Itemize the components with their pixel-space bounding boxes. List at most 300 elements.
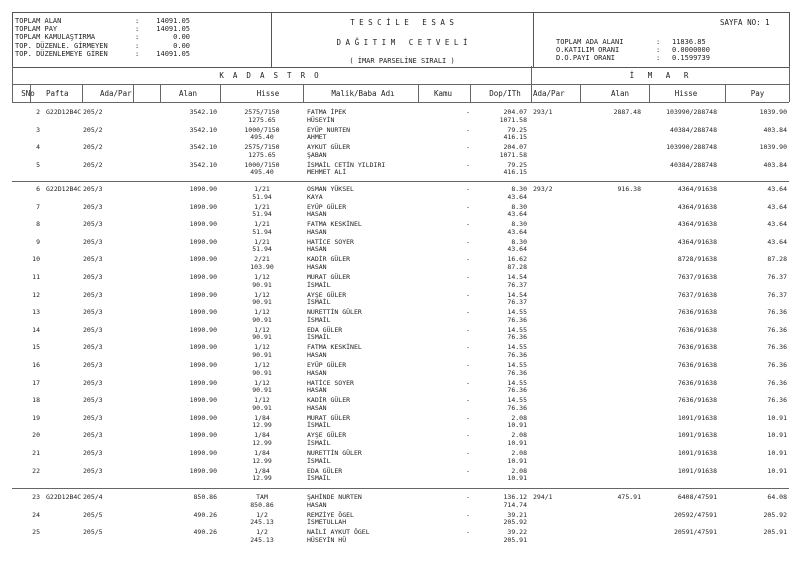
cell-dop: 2.08 bbox=[511, 413, 527, 422]
cell-hisse: 1/84 bbox=[254, 413, 270, 422]
cell-baba-adi: HASAN bbox=[307, 262, 327, 271]
cell-sno: 10 bbox=[32, 255, 40, 264]
cell-kamu: - bbox=[466, 143, 470, 152]
cell-malik: KADİR GÜLER bbox=[307, 255, 351, 264]
cell-baba-adi: İSMAİL bbox=[307, 280, 331, 289]
summary-colon: : bbox=[135, 33, 140, 42]
cell-malik: MURAT GÜLER bbox=[307, 273, 351, 281]
cell-baba-adi: İSMAİL bbox=[307, 421, 331, 430]
cell-imar-hisse: 40384/288748 bbox=[670, 125, 717, 134]
cell-imar-pay: 43.64 bbox=[767, 237, 787, 246]
cell-kamu: - bbox=[466, 528, 470, 537]
cell-hisse: TAM bbox=[256, 493, 268, 501]
cell-dop: 8.30 bbox=[511, 185, 527, 193]
cell-ada-par: 205/2 bbox=[83, 108, 103, 116]
section-divider bbox=[531, 66, 532, 84]
cell-ith: 43.64 bbox=[507, 227, 527, 236]
cell-sno: 2 bbox=[36, 108, 40, 116]
cell-dop: 14.55 bbox=[507, 378, 527, 387]
cell-hisse-area: 90.91 bbox=[252, 350, 272, 359]
cell-ada-par: 205/3 bbox=[83, 466, 103, 475]
cell-ada-par: 205/3 bbox=[83, 237, 103, 246]
cell-baba-adi: HASAN bbox=[307, 500, 327, 509]
column-divider bbox=[220, 84, 221, 102]
cell-alan: 1090.90 bbox=[189, 325, 217, 334]
cell-kamu: - bbox=[466, 510, 470, 519]
cell-imar-pay: 76.36 bbox=[767, 378, 787, 387]
cell-hisse: 1/2 bbox=[256, 528, 268, 537]
cell-alan: 1090.90 bbox=[189, 185, 217, 193]
cell-alan: 1090.90 bbox=[189, 378, 217, 387]
cell-baba-adi: HASAN bbox=[307, 245, 327, 254]
column-divider bbox=[160, 84, 161, 102]
summary-label: TOP. DÜZENLEMEYE GİREN bbox=[15, 49, 108, 58]
cell-ith: 43.64 bbox=[507, 245, 527, 254]
cell-imar-ada-par: 293/2 bbox=[533, 185, 553, 193]
cell-ada-par: 205/5 bbox=[83, 510, 103, 519]
cell-imar-hisse: 7636/91638 bbox=[677, 308, 717, 317]
cell-ada-par: 205/3 bbox=[83, 431, 103, 440]
summary-value: 14091.05 bbox=[156, 49, 190, 58]
cell-malik: EYÜP GÜLER bbox=[307, 361, 347, 369]
cell-ith: 10.91 bbox=[507, 438, 527, 447]
cell-alan: 1090.90 bbox=[189, 255, 217, 264]
cell-imar-hisse: 7637/91638 bbox=[677, 273, 717, 281]
cell-alan: 1090.90 bbox=[189, 466, 217, 475]
cell-hisse: 1/12 bbox=[254, 343, 270, 352]
cell-ith: 76.36 bbox=[507, 386, 527, 395]
cell-sno: 14 bbox=[32, 325, 40, 334]
cell-imar-ada-par: 294/1 bbox=[533, 493, 553, 501]
header-separator-top bbox=[12, 84, 789, 85]
cell-hisse: 1/12 bbox=[254, 396, 270, 405]
cell-dop: 2.08 bbox=[511, 466, 527, 475]
cell-hisse-area: 51.94 bbox=[252, 245, 272, 254]
cell-malik: EYÜP GÜLER bbox=[307, 202, 347, 211]
cell-baba-adi: İSMAİL bbox=[307, 298, 331, 307]
cell-imar-hisse: 20591/47591 bbox=[673, 528, 717, 537]
cell-imar-hisse: 103990/288748 bbox=[666, 143, 717, 152]
cell-hisse-area: 12.99 bbox=[252, 474, 272, 483]
cell-ith: 43.64 bbox=[507, 210, 527, 219]
cell-kamu: - bbox=[466, 396, 470, 405]
cell-imar-pay: 1039.90 bbox=[759, 108, 787, 116]
cell-ada-par: 205/3 bbox=[83, 255, 103, 264]
cell-dop: 14.55 bbox=[507, 325, 527, 334]
column-divider bbox=[725, 84, 726, 102]
cell-dop: 14.55 bbox=[507, 343, 527, 352]
summary-colon: : bbox=[135, 41, 140, 50]
cell-baba-adi: İSMAİL bbox=[307, 474, 331, 483]
cell-sno: 17 bbox=[32, 378, 40, 387]
cell-hisse: 1/12 bbox=[254, 273, 270, 281]
cell-dop: 8.30 bbox=[511, 202, 527, 211]
summary-colon: : bbox=[656, 38, 661, 46]
cell-imar-ada-par: 293/1 bbox=[533, 108, 553, 116]
cell-ith: 76.37 bbox=[507, 280, 527, 289]
cell-alan: 1090.90 bbox=[189, 361, 217, 369]
cell-hisse-area: 495.40 bbox=[250, 133, 274, 142]
cell-ada-par: 205/2 bbox=[83, 125, 103, 134]
summary-colon: : bbox=[135, 25, 140, 34]
cell-baba-adi: İSMAİL bbox=[307, 456, 331, 465]
cell-ada-par: 205/5 bbox=[83, 528, 103, 537]
cell-sno: 24 bbox=[32, 510, 40, 519]
cell-hisse-area: 90.91 bbox=[252, 280, 272, 289]
cell-dop: 14.55 bbox=[507, 361, 527, 369]
title-line-3: ( İMAR PARSELİNE SIRALI ) bbox=[349, 57, 455, 65]
cell-hisse: 1/21 bbox=[254, 202, 270, 211]
column-divider bbox=[649, 84, 650, 102]
cell-ada-par: 205/3 bbox=[83, 361, 103, 369]
cell-imar-hisse: 1091/91638 bbox=[677, 466, 717, 475]
cell-kamu: - bbox=[466, 378, 470, 387]
cell-alan: 1090.90 bbox=[189, 449, 217, 457]
cell-hisse-area: 51.94 bbox=[252, 192, 272, 201]
summary-value: 0.00 bbox=[173, 33, 190, 42]
cell-kamu: - bbox=[466, 431, 470, 440]
cell-kamu: - bbox=[466, 255, 470, 264]
cell-baba-adi: MEHMET ALİ bbox=[307, 168, 347, 177]
cell-alan: 3542.10 bbox=[189, 160, 217, 169]
column-divider bbox=[30, 84, 31, 102]
cell-kamu: - bbox=[466, 185, 470, 193]
cell-malik: EDA GÜLER bbox=[307, 325, 343, 334]
cell-baba-adi: KAYA bbox=[307, 192, 323, 201]
cell-sno: 21 bbox=[32, 449, 40, 457]
cell-malik: KADİR GÜLER bbox=[307, 396, 351, 405]
cell-kamu: - bbox=[466, 290, 470, 299]
cell-hisse: 1/12 bbox=[254, 308, 270, 317]
cell-alan: 1090.90 bbox=[189, 396, 217, 405]
cell-hisse: 1/12 bbox=[254, 325, 270, 334]
cell-malik: NAİLİ AYKUT ÖGEL bbox=[307, 528, 370, 537]
cell-imar-pay: 10.91 bbox=[767, 413, 787, 422]
section-imar: İ M A R bbox=[629, 71, 689, 80]
summary-label: O.KATILIM ORANI bbox=[556, 46, 620, 55]
cell-dop: 79.25 bbox=[507, 160, 527, 169]
cell-malik: AYKUT GÜLER bbox=[307, 143, 351, 152]
cell-malik: FATMA İPEK bbox=[307, 108, 347, 116]
cell-alan: 3542.10 bbox=[189, 108, 217, 116]
column-divider bbox=[418, 84, 419, 102]
cell-imar-hisse: 4364/91638 bbox=[677, 185, 717, 193]
cell-ada-par: 205/3 bbox=[83, 202, 103, 211]
cell-ith: 87.28 bbox=[507, 262, 527, 271]
cell-hisse-area: 90.91 bbox=[252, 386, 272, 395]
cell-hisse-area: 495.40 bbox=[250, 168, 274, 177]
cell-malik: NURETTİN GÜLER bbox=[307, 308, 362, 317]
cell-imar-alan: 916.38 bbox=[617, 185, 641, 193]
column-divider bbox=[303, 84, 304, 102]
cell-ith: 43.64 bbox=[507, 192, 527, 201]
cell-alan: 490.26 bbox=[193, 528, 217, 537]
summary-label: TOPLAM ADA ALANI bbox=[556, 38, 624, 46]
cell-sno: 23 bbox=[32, 493, 40, 501]
cell-sno: 13 bbox=[32, 308, 40, 317]
cell-sno: 18 bbox=[32, 396, 40, 405]
cell-ith: 76.36 bbox=[507, 315, 527, 324]
title-line-1: T E S C İ L E E S A S bbox=[350, 18, 454, 27]
cell-hisse-area: 12.99 bbox=[252, 421, 272, 430]
cell-ada-par: 205/3 bbox=[83, 378, 103, 387]
cell-sno: 25 bbox=[32, 528, 40, 537]
cell-hisse-area: 850.86 bbox=[250, 500, 274, 509]
cell-imar-pay: 64.08 bbox=[767, 493, 787, 501]
cell-ada-par: 205/3 bbox=[83, 290, 103, 299]
summary-value: 0.00 bbox=[173, 41, 190, 50]
cell-ada-par: 205/3 bbox=[83, 449, 103, 457]
cell-hisse: 2575/7150 bbox=[244, 108, 280, 116]
cell-ith: 76.37 bbox=[507, 298, 527, 307]
cell-baba-adi: HÜSEYİN HÜ bbox=[307, 535, 347, 544]
cell-dop: 79.25 bbox=[507, 125, 527, 134]
summary-value: 14091.05 bbox=[156, 25, 190, 34]
cell-hisse: 2575/7150 bbox=[244, 143, 280, 152]
cell-imar-pay: 76.37 bbox=[767, 273, 787, 281]
cell-hisse-area: 90.91 bbox=[252, 368, 272, 377]
cell-ada-par: 205/3 bbox=[83, 308, 103, 317]
cell-baba-adi: HASAN bbox=[307, 350, 327, 359]
cell-imar-alan: 2887.48 bbox=[613, 108, 641, 116]
cell-alan: 1090.90 bbox=[189, 308, 217, 317]
cell-malik: EDA GÜLER bbox=[307, 466, 343, 475]
cell-sno: 8 bbox=[36, 220, 40, 229]
column-divider bbox=[82, 84, 83, 102]
column-header-malik: Malik/Baba Adı bbox=[331, 89, 395, 98]
cell-dop: 2.08 bbox=[511, 449, 527, 457]
cell-imar-pay: 43.64 bbox=[767, 185, 787, 193]
cell-kamu: - bbox=[466, 273, 470, 281]
cell-malik: HATİCE SOYER bbox=[307, 237, 354, 246]
cell-imar-hisse: 4364/91638 bbox=[677, 202, 717, 211]
cell-sno: 20 bbox=[32, 431, 40, 440]
cell-imar-hisse: 1091/91638 bbox=[677, 431, 717, 440]
cell-ith: 205.91 bbox=[503, 535, 527, 544]
cell-ith: 416.15 bbox=[503, 133, 527, 142]
cell-dop: 8.30 bbox=[511, 237, 527, 246]
header-separator-bottom bbox=[12, 102, 789, 103]
cell-malik: HATİCE SOYER bbox=[307, 378, 354, 387]
cell-baba-adi: İSMAİL bbox=[307, 333, 331, 342]
cell-imar-pay: 87.28 bbox=[767, 255, 787, 264]
cell-imar-pay: 403.84 bbox=[763, 125, 787, 134]
cell-dop: 16.62 bbox=[507, 255, 527, 264]
cell-kamu: - bbox=[466, 413, 470, 422]
cell-hisse: 1/2 bbox=[256, 510, 268, 519]
cell-kamu: - bbox=[466, 308, 470, 317]
cell-ada-par: 205/3 bbox=[83, 220, 103, 229]
cell-malik: AYŞE GÜLER bbox=[307, 290, 347, 299]
cell-dop: 14.55 bbox=[507, 308, 527, 317]
cell-dop: 14.54 bbox=[507, 273, 527, 281]
page-number: SAYFA NO: 1 bbox=[720, 18, 770, 27]
cell-ith: 1071.58 bbox=[499, 150, 527, 159]
cell-sno: 4 bbox=[36, 143, 40, 152]
cell-hisse-area: 245.13 bbox=[250, 518, 274, 527]
cell-baba-adi: İSMAİL bbox=[307, 438, 331, 447]
cell-imar-hisse: 40384/288748 bbox=[670, 160, 717, 169]
cell-baba-adi: HASAN bbox=[307, 227, 327, 236]
column-header-dop: Dop/ITh bbox=[489, 89, 521, 98]
cell-malik: REMZİYE ÖGEL bbox=[307, 510, 354, 519]
cell-hisse: 1/21 bbox=[254, 185, 270, 193]
cell-kamu: - bbox=[466, 361, 470, 369]
cell-sno: 12 bbox=[32, 290, 40, 299]
cell-ada-par: 205/4 bbox=[83, 493, 103, 501]
cell-dop: 204.07 bbox=[503, 108, 527, 116]
cell-imar-pay: 10.91 bbox=[767, 449, 787, 457]
cell-imar-hisse: 7636/91638 bbox=[677, 343, 717, 352]
cell-hisse: 1/12 bbox=[254, 378, 270, 387]
cell-pafta: G22D12B4C bbox=[46, 185, 82, 193]
column-header-i-alan: Alan bbox=[610, 89, 630, 98]
column-divider bbox=[470, 84, 471, 102]
cell-imar-pay: 43.64 bbox=[767, 220, 787, 229]
cell-malik: AYŞE GÜLER bbox=[307, 431, 347, 440]
cell-baba-adi: HÜSEYİN bbox=[307, 115, 335, 124]
cell-sno: 9 bbox=[36, 237, 40, 246]
cell-baba-adi: İSMETULLAH bbox=[307, 518, 347, 527]
cell-hisse: 1/12 bbox=[254, 361, 270, 369]
cell-sno: 22 bbox=[32, 466, 40, 475]
cell-imar-hisse: 1091/91638 bbox=[677, 413, 717, 422]
cell-ith: 10.91 bbox=[507, 474, 527, 483]
column-header-kamu: Kamu bbox=[433, 89, 453, 98]
column-header-sno: SNo bbox=[21, 89, 35, 98]
cell-malik: FATMA KESKİNEL bbox=[307, 220, 362, 229]
cell-hisse: 1/21 bbox=[254, 237, 270, 246]
cell-hisse: 1000/7150 bbox=[244, 160, 280, 169]
cell-hisse: 2/21 bbox=[254, 255, 270, 264]
cell-imar-pay: 76.36 bbox=[767, 308, 787, 317]
column-header-pafta: Pafta bbox=[46, 89, 69, 98]
cell-alan: 1090.90 bbox=[189, 343, 217, 352]
cell-malik: OSMAN YÜKSEL bbox=[307, 185, 354, 193]
cell-baba-adi: HASAN bbox=[307, 210, 327, 219]
cell-imar-pay: 403.84 bbox=[763, 160, 787, 169]
cell-imar-hisse: 7636/91638 bbox=[677, 396, 717, 405]
column-divider bbox=[580, 84, 581, 102]
cell-sno: 11 bbox=[32, 273, 40, 281]
cell-imar-hisse: 6408/47591 bbox=[677, 493, 717, 501]
cell-sno: 19 bbox=[32, 413, 40, 422]
cell-hisse: 1/84 bbox=[254, 431, 270, 440]
cell-baba-adi: HASAN bbox=[307, 386, 327, 395]
summary-label: TOPLAM KAMULAŞTIRMA bbox=[15, 33, 96, 42]
column-divider bbox=[531, 84, 532, 102]
summary-label: TOPLAM PAY bbox=[15, 25, 58, 34]
column-divider bbox=[133, 84, 134, 102]
cell-kamu: - bbox=[466, 325, 470, 334]
table-border bbox=[789, 66, 790, 102]
cell-alan: 1090.90 bbox=[189, 290, 217, 299]
cell-imar-pay: 76.36 bbox=[767, 343, 787, 352]
cell-kamu: - bbox=[466, 466, 470, 475]
cell-alan: 1090.90 bbox=[189, 202, 217, 211]
cell-hisse-area: 1275.65 bbox=[248, 150, 276, 159]
cell-ith: 76.36 bbox=[507, 403, 527, 412]
cell-sno: 16 bbox=[32, 361, 40, 369]
cell-dop: 204.07 bbox=[503, 143, 527, 152]
cell-ada-par: 205/3 bbox=[83, 343, 103, 352]
cell-alan: 1090.90 bbox=[189, 237, 217, 246]
section-kadastro: K A D A S T R O bbox=[219, 71, 319, 80]
cell-alan: 3542.10 bbox=[189, 143, 217, 152]
summary-colon: : bbox=[656, 54, 661, 63]
column-header-i-ada-par: Ada/Par bbox=[533, 89, 565, 98]
cell-imar-pay: 76.36 bbox=[767, 361, 787, 369]
cell-pafta: G22D12B4C bbox=[46, 108, 82, 116]
summary-label: D.O.PAYI ORANI bbox=[556, 54, 616, 63]
cell-imar-hisse: 1091/91638 bbox=[677, 449, 717, 457]
cell-ith: 76.36 bbox=[507, 333, 527, 342]
summary-value: 0.0000000 bbox=[672, 46, 710, 55]
cell-imar-hisse: 103990/288748 bbox=[666, 108, 717, 116]
cell-baba-adi: İSMAİL bbox=[307, 315, 331, 324]
cell-alan: 3542.10 bbox=[189, 125, 217, 134]
cell-kamu: - bbox=[466, 220, 470, 229]
cell-imar-pay: 205.91 bbox=[763, 528, 787, 537]
summary-label: TOPLAM ALAN bbox=[15, 17, 62, 25]
cell-ada-par: 205/3 bbox=[83, 413, 103, 422]
cell-hisse: 1/84 bbox=[254, 449, 270, 457]
cell-imar-hisse: 8728/91638 bbox=[677, 255, 717, 264]
cell-imar-hisse: 20592/47591 bbox=[673, 510, 717, 519]
cell-ith: 10.91 bbox=[507, 421, 527, 430]
cell-imar-hisse: 7636/91638 bbox=[677, 361, 717, 369]
cell-baba-adi: AHMET bbox=[307, 133, 327, 142]
cell-hisse: 1000/7150 bbox=[244, 125, 280, 134]
cell-dop: 14.54 bbox=[507, 290, 527, 299]
cell-dop: 39.21 bbox=[507, 510, 527, 519]
cell-imar-pay: 1039.90 bbox=[759, 143, 787, 152]
cell-ada-par: 205/3 bbox=[83, 185, 103, 193]
cell-ith: 714.74 bbox=[503, 500, 527, 509]
cell-imar-hisse: 4364/91638 bbox=[677, 220, 717, 229]
cell-hisse: 1/12 bbox=[254, 290, 270, 299]
summary-label: TOP. DÜZENLE. GİRMEYEN bbox=[15, 41, 108, 50]
cell-hisse-area: 103.90 bbox=[250, 262, 274, 271]
cell-alan: 1090.90 bbox=[189, 273, 217, 281]
cell-hisse-area: 51.94 bbox=[252, 210, 272, 219]
cell-ith: 205.92 bbox=[503, 518, 527, 527]
cell-imar-pay: 76.37 bbox=[767, 290, 787, 299]
cell-alan: 850.86 bbox=[193, 493, 217, 501]
cell-imar-hisse: 7636/91638 bbox=[677, 378, 717, 387]
cell-malik: EYÜP NURTEN bbox=[307, 125, 351, 134]
summary-value: 14091.05 bbox=[156, 17, 190, 25]
cell-imar-hisse: 4364/91638 bbox=[677, 237, 717, 246]
cell-imar-pay: 43.64 bbox=[767, 202, 787, 211]
cell-hisse-area: 90.91 bbox=[252, 333, 272, 342]
cell-malik: FATMA KESKİNEL bbox=[307, 343, 362, 352]
cell-malik: ŞAHİNDE NURTEN bbox=[307, 493, 362, 501]
cell-imar-pay: 10.91 bbox=[767, 466, 787, 475]
cell-hisse-area: 1275.65 bbox=[248, 115, 276, 124]
cell-ada-par: 205/3 bbox=[83, 396, 103, 405]
column-header-alan: Alan bbox=[178, 89, 198, 98]
cell-kamu: - bbox=[466, 160, 470, 169]
cell-imar-pay: 76.36 bbox=[767, 396, 787, 405]
cell-dop: 39.22 bbox=[507, 528, 527, 537]
cell-dop: 14.55 bbox=[507, 396, 527, 405]
cell-hisse-area: 90.91 bbox=[252, 403, 272, 412]
cell-imar-pay: 10.91 bbox=[767, 431, 787, 440]
column-header-i-hisse: Hisse bbox=[674, 89, 698, 98]
cell-sno: 7 bbox=[36, 202, 40, 211]
cell-ada-par: 205/3 bbox=[83, 325, 103, 334]
